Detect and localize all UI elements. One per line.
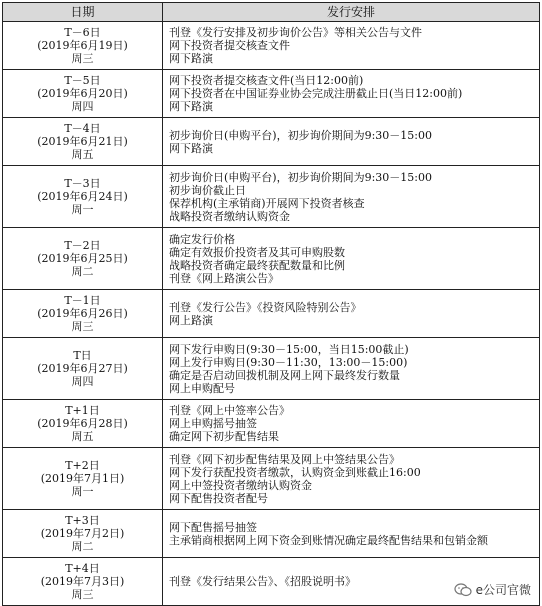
task-item: 网上中签投资者缴纳认购资金 — [169, 478, 312, 492]
day-label: T－6日 — [64, 26, 101, 39]
weekday-label: 周四 — [71, 375, 94, 388]
schedule-row — [3, 448, 540, 510]
task-item: 战略投资者确定最终获配数量和比例 — [169, 258, 345, 272]
day-label: T+2日 — [65, 459, 100, 472]
date-label: (2019年7月1日) — [40, 472, 125, 485]
date-label: (2019年6月28日) — [37, 417, 128, 430]
schedule-row — [3, 400, 540, 448]
task-item: 网下投资者在中国证券业协会完成注册截止日(当日12:00前) — [169, 87, 463, 100]
day-label: T日 — [73, 349, 92, 362]
schedule-row — [3, 228, 540, 290]
day-label: T+3日 — [65, 514, 100, 527]
task-item: 网上路演 — [169, 313, 213, 327]
date-cell — [3, 400, 163, 448]
date-cell — [3, 70, 163, 118]
task-item: 确定发行价格 — [169, 232, 235, 246]
task-item: 网下发行申购日(9:30－15:00，当日15:00截止) — [169, 342, 409, 356]
date-label: (2019年6月24日) — [37, 190, 128, 203]
weekday-label: 周三 — [71, 320, 94, 333]
date-label: (2019年6月25日) — [37, 252, 128, 265]
task-item: 网下路演 — [169, 52, 213, 65]
task-item: 网下路演 — [169, 100, 213, 113]
arrangement-column-header: 发行安排 — [163, 3, 540, 22]
date-cell — [3, 338, 163, 400]
task-item: 网下投资者提交核查文件 — [169, 39, 290, 52]
weekday-label: 周二 — [71, 540, 94, 553]
schedule-row — [3, 510, 540, 558]
task-item: 战略投资者缴纳认购资金 — [169, 209, 290, 223]
date-cell — [3, 228, 163, 290]
task-item: 初步询价截止日 — [169, 183, 246, 197]
task-item: 刊登《发行安排及初步询价公告》等相关公告与文件 — [169, 26, 422, 39]
day-label: T+4日 — [65, 562, 100, 575]
task-item: 刊登《网上路演公告》 — [169, 271, 279, 285]
task-item: 网上申购配号 — [169, 381, 235, 395]
weekday-label: 周三 — [71, 588, 94, 601]
task-item: 网上申购摇号抽签 — [169, 417, 257, 430]
watermark — [451, 580, 534, 599]
date-label: (2019年6月26日) — [37, 307, 128, 320]
arrangement-cell — [163, 338, 540, 400]
weekday-label: 周三 — [71, 52, 94, 65]
task-item: 主承销商根据网上网下资金到账情况确定最终配售结果和包销金额 — [169, 533, 488, 547]
day-label: T－5日 — [64, 74, 101, 87]
watermark-text: e公司官微 — [475, 583, 531, 597]
task-item: 网下投资者提交核查文件(当日12:00前) — [169, 74, 364, 87]
task-item: 保荐机构(主承销商)开展网下投资者核查 — [169, 196, 365, 210]
schedule-row — [3, 22, 540, 70]
schedule-row — [3, 290, 540, 338]
arrangement-cell — [163, 400, 540, 448]
task-item: 网上发行申购日(9:30－11:30，13:00－15:00) — [169, 355, 408, 369]
weekday-label: 周五 — [71, 430, 94, 443]
date-cell — [3, 510, 163, 558]
task-item: 确定有效报价投资者及其可申购股数 — [169, 245, 345, 259]
date-cell — [3, 22, 163, 70]
date-label: (2019年7月2日) — [40, 527, 125, 540]
task-item: 确定网下初步配售结果 — [169, 430, 279, 443]
weekday-label: 周一 — [71, 485, 94, 498]
task-item: 刊登《发行结果公告》、《招股说明书》 — [169, 575, 356, 588]
task-item: 刊登《网下初步配售结果及网上中签结果公告》 — [169, 452, 400, 466]
date-cell — [3, 118, 163, 166]
task-item: 确定是否启动回拨机制及网上网下最终发行数量 — [169, 368, 400, 382]
day-label: T－1日 — [64, 294, 101, 307]
arrangement-cell — [163, 448, 540, 510]
weekday-label: 周四 — [71, 100, 94, 113]
weekday-label: 周五 — [71, 148, 94, 161]
date-cell — [3, 448, 163, 510]
arrangement-cell — [163, 228, 540, 290]
date-label: (2019年6月20日) — [37, 87, 128, 100]
arrangement-cell — [163, 166, 540, 228]
day-label: T+1日 — [65, 404, 100, 417]
date-cell — [3, 558, 163, 606]
date-label: (2019年6月27日) — [37, 362, 128, 375]
date-label: (2019年7月3日) — [40, 575, 125, 588]
weekday-label: 周二 — [71, 265, 94, 278]
day-label: T－2日 — [64, 239, 101, 252]
table-header-row — [3, 3, 540, 22]
task-item: 网下发行获配投资者缴款，认购资金到账截止16:00 — [169, 465, 421, 479]
task-item: 网下配售摇号抽签 — [169, 520, 257, 534]
date-column-header: 日期 — [3, 3, 163, 22]
weekday-label: 周一 — [71, 203, 94, 216]
date-cell — [3, 166, 163, 228]
schedule-row — [3, 70, 540, 118]
date-cell — [3, 290, 163, 338]
day-label: T－3日 — [64, 177, 101, 190]
arrangement-cell — [163, 118, 540, 166]
task-item: 网下路演 — [169, 141, 213, 155]
issuance-schedule-table — [2, 2, 540, 606]
schedule-row — [3, 338, 540, 400]
task-item: 初步询价日(申购平台)，初步询价期间为9:30－15:00 — [169, 170, 432, 184]
task-item: 刊登《发行公告》《投资风险特别公告》 — [169, 300, 362, 314]
arrangement-cell — [163, 290, 540, 338]
task-item: 刊登《网上中签率公告》 — [169, 404, 290, 417]
task-item: 初步询价日(申购平台)，初步询价期间为9:30－15:00 — [169, 128, 432, 142]
arrangement-cell — [163, 70, 540, 118]
date-label: (2019年6月19日) — [37, 39, 128, 52]
date-label: (2019年6月21日) — [37, 135, 128, 148]
wechat-icon — [454, 583, 472, 597]
day-label: T－4日 — [64, 122, 101, 135]
task-item: 网下配售投资者配号 — [169, 491, 268, 505]
arrangement-cell — [163, 510, 540, 558]
arrangement-cell — [163, 22, 540, 70]
schedule-row — [3, 118, 540, 166]
schedule-row — [3, 166, 540, 228]
